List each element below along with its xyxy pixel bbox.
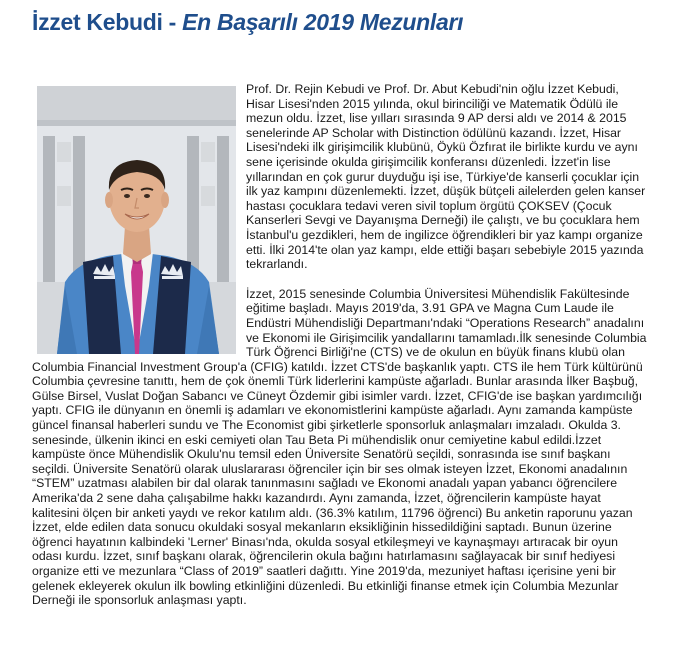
title-subtitle: En Başarılı 2019 Mezunları (182, 9, 464, 35)
article-paragraph-2: İzzet, 2015 senesinde Columbia Üniversitesi Mühendislik Fakültesinde eğitime başladı. Mayıs 2019'da, 3.91 GPA ve Magna Cum Laude ile Endüstri Mühendisliği Departmanı'ndaki “Operations Research” anadalını ve Ekonomi ile Girişimcilik yandallarını tamamladı.İlk senesinde Columbia Türk Öğrenci Birliği'ne (CTS) ve de okulun en büyük finans klubü olan Columbia Financial Investment Group'a (CFIG) katıldı. İzzet CTS'de başkanlık yaptı. CTS ile hem Türk kültürünü Columbia çevresine tanıttı, hem de çok önemli Türk liderlerini kampüste ağarladı. Bunlar arasında İlker Başbuğ, Gülse Birsel, Vuslat Doğan Sabancı ve Cüneyt Özdemir gibi isimler vardı. İzzet, CFIG'de ise başkan yardımcılığı yaptı. CFIG ile dünyanın en önemli iş adamları ve ekonomistlerini kampüste ağarladı. Aynı zamanda kampüste güncel finansal haberleri sundu ve The Economist gibi şirketlerle sponsorluk anlaşmaları imzaladı. Okulda 3. senesinde, ülkenin ikinci en eski cemiyeti olan Tau Beta Pi mühendislik onur cemiyetine kabul edildi.İzzet kampüste önce Mühendislik Okulu'nu temsil eden Üniversite Senatörü seçildi, sonrasında ise sınıf başkanı seçildi. Üniversite Senatörü olarak uluslararası öğrenciler için bir ses olmak isteyen İzzet, Ekonomi anadalının “STEM” uzatması alabilen bir dal olarak tanınmasını sağladı ve Ekonomi anadalı yapan yabancı öğrencilere Amerika'da 2 sene daha çalışabilme hakkı kazandırdı. Aynı zamanda, İzzet, öğrencilerin kampüste hayat kalitesini ölçen bir anketi yaydı ve rekor katılım aldı. (36.3% katılım, 11796 öğrenci) Bu anketin raporunu yazan İzzet, elde edilen data sonucu okuldaki sosyal mekanların eksikliğinin hissedildiğini saptadı. Bunun üzerine öğrenci hayatının kalbindeki 'Lerner' Binası'nda, okulda sosyal etkileşmeyi ve kaynaşmayı artıracak bir oyun odası kurdu. İzzet, sınıf başkanı olarak, öğrencilerin okula bağını hatırlamasını sağlayacak bir sınıf hediyesi organize etti ve mezunlara “Class of 2019” saatleri dağıttı. Yine 2019'da, mezuniyet haftası içerisine yeni bir gelenek ekleyerek okulun ilk bowling etkinliğini düzenledi. Bu etkinliği finanse etmek için Columbia Mezunlar Derneği ile sponsorluk anlaşması yaptı. (32, 286, 647, 608)
article-body (32, 82, 650, 623)
title-name: İzzet Kebudi (32, 9, 163, 35)
article-paragraph-1: Prof. Dr. Rejin Kebudi ve Prof. Dr. Abut Kebudi'nin oğlu İzzet Kebudi, Hisar Lisesi'nden 2015 yılında, okul birinciliği ve Matematik Ödülü ile mezun oldu. İzzet, lise yılları sırasında 9 AP dersi aldı ve 2014 & 2015 senelerinde AP Scholar with Distinction ödülünü kazandı. İzzet, Hisar Lisesi'ndeki ilk girişimcilik klubünü, Öykü Özfırat ile birlikte kurdu ve aynı sene içerisinde okulda girişimcilik konferansı düzenledi. İzzet'in lise yıllarından en çok gurur duyduğu işi ise, Türkiye'de kanserli çocuklar için ilk yaz kampını düzenlemekti. İzzet, düşük bütçeli ailelerden gelen kanser hastası çocuklara tedavi veren sivil toplum örgütü ÇOKSEV (Çocuk Kanserleri Sevgi ve Dayanışma Derneği) ile çalıştı, ve bu çocuklara hem İstanbul'u gezdikleri, hem de ingilizce öğrendikleri bir yaz kampı organize etti. İlki 2014'te olan yaz kampı, elde ettiği başarı sebebiyle 2015 yazında tekrarlandı. (246, 82, 646, 272)
title-separator: - (162, 9, 183, 35)
page-title (32, 8, 663, 36)
photo-spacer (32, 82, 246, 350)
